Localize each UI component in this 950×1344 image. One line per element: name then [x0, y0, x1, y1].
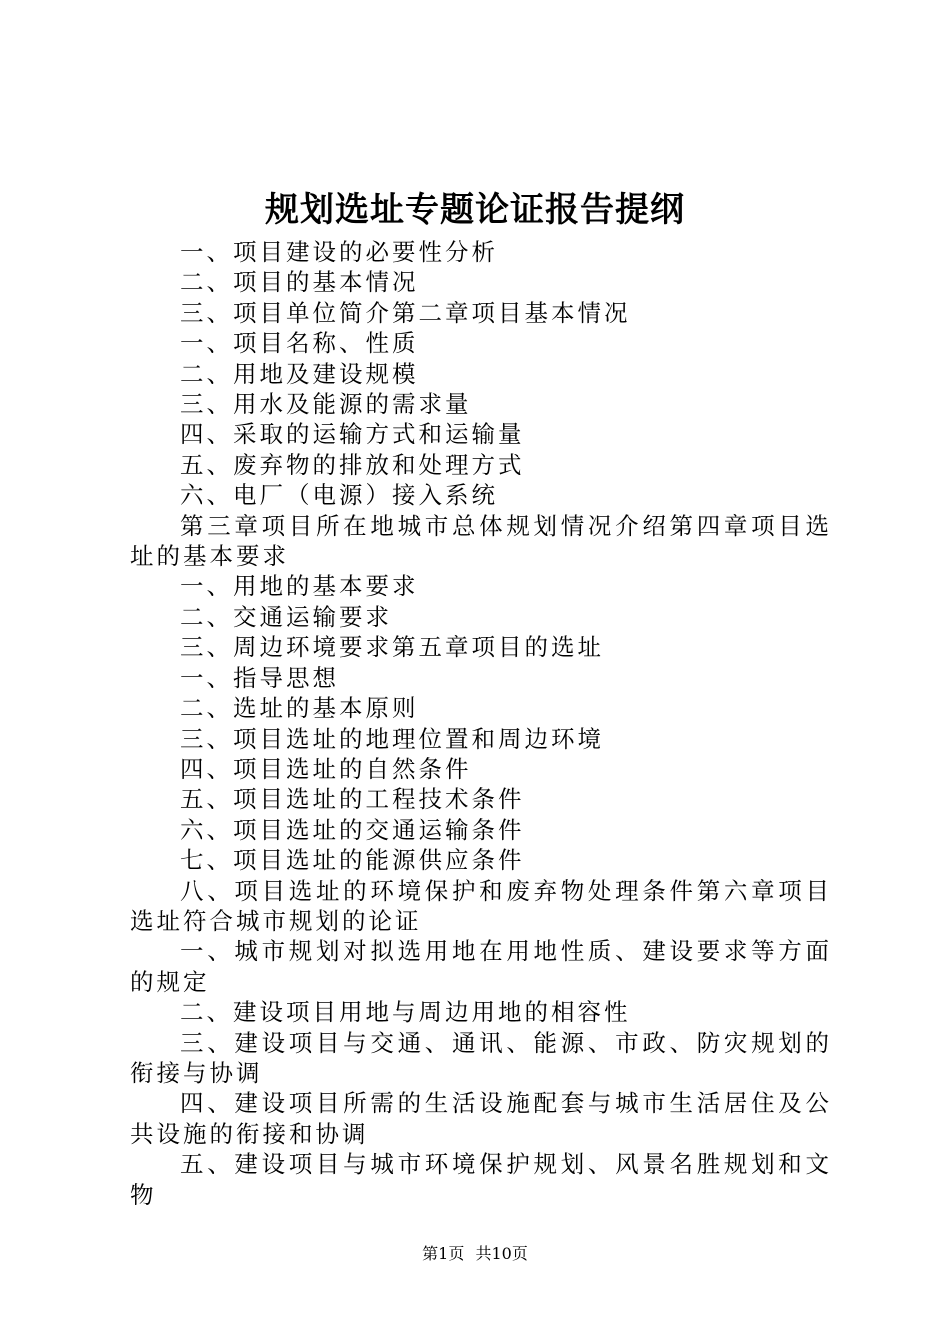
paragraph: 二、选址的基本原则 — [180, 694, 419, 723]
paragraph: 一、用地的基本要求 — [180, 572, 419, 601]
paragraph: 三、项目选址的地理位置和周边环境 — [180, 724, 604, 753]
paragraph: 二、项目的基本情况 — [180, 268, 419, 297]
paragraph: 一、城市规划对拟选用地在用地性质、建设要求等方面的规定 — [130, 937, 832, 996]
document-body — [130, 237, 832, 1210]
paragraph: 五、废弃物的排放和处理方式 — [180, 450, 525, 479]
paragraph: 二、用地及建设规模 — [180, 359, 419, 388]
paragraph: 七、项目选址的能源供应条件 — [180, 846, 525, 875]
paragraph: 一、项目名称、性质 — [180, 329, 419, 358]
paragraph: 二、建设项目用地与周边用地的相容性 — [180, 998, 631, 1027]
paragraph: 二、交通运输要求 — [180, 602, 392, 631]
paragraph: 三、用水及能源的需求量 — [180, 390, 472, 419]
paragraph: 四、采取的运输方式和运输量 — [180, 420, 525, 449]
paragraph: 一、指导思想 — [180, 663, 339, 692]
page-number: 第1页 — [422, 1244, 465, 1263]
paragraph: 三、建设项目与交通、通讯、能源、市政、防灾规划的衔接与协调 — [130, 1028, 832, 1087]
paragraph: 五、建设项目与城市环境保护规划、风景名胜规划和文物 — [130, 1150, 832, 1209]
page-footer — [0, 1242, 950, 1266]
paragraph: 六、项目选址的交通运输条件 — [180, 815, 525, 844]
paragraph: 三、项目单位简介第二章项目基本情况 — [180, 298, 631, 327]
document-title: 规划选址专题论证报告提纲 — [265, 190, 685, 230]
paragraph: 五、项目选址的工程技术条件 — [180, 785, 525, 814]
paragraph: 三、周边环境要求第五章项目的选址 — [180, 633, 604, 662]
paragraph: 六、电厂（电源）接入系统 — [180, 481, 498, 510]
paragraph: 八、项目选址的环境保护和废弃物处理条件第六章项目选址符合城市规划的论证 — [130, 876, 832, 935]
paragraph: 四、建设项目所需的生活设施配套与城市生活居住及公共设施的衔接和协调 — [130, 1089, 832, 1148]
page-total: 共10页 — [475, 1244, 528, 1263]
paragraph: 第三章项目所在地城市总体规划情况介绍第四章项目选址的基本要求 — [130, 511, 832, 571]
paragraph: 一、项目建设的必要性分析 — [180, 238, 498, 266]
paragraph: 四、项目选址的自然条件 — [180, 754, 472, 783]
